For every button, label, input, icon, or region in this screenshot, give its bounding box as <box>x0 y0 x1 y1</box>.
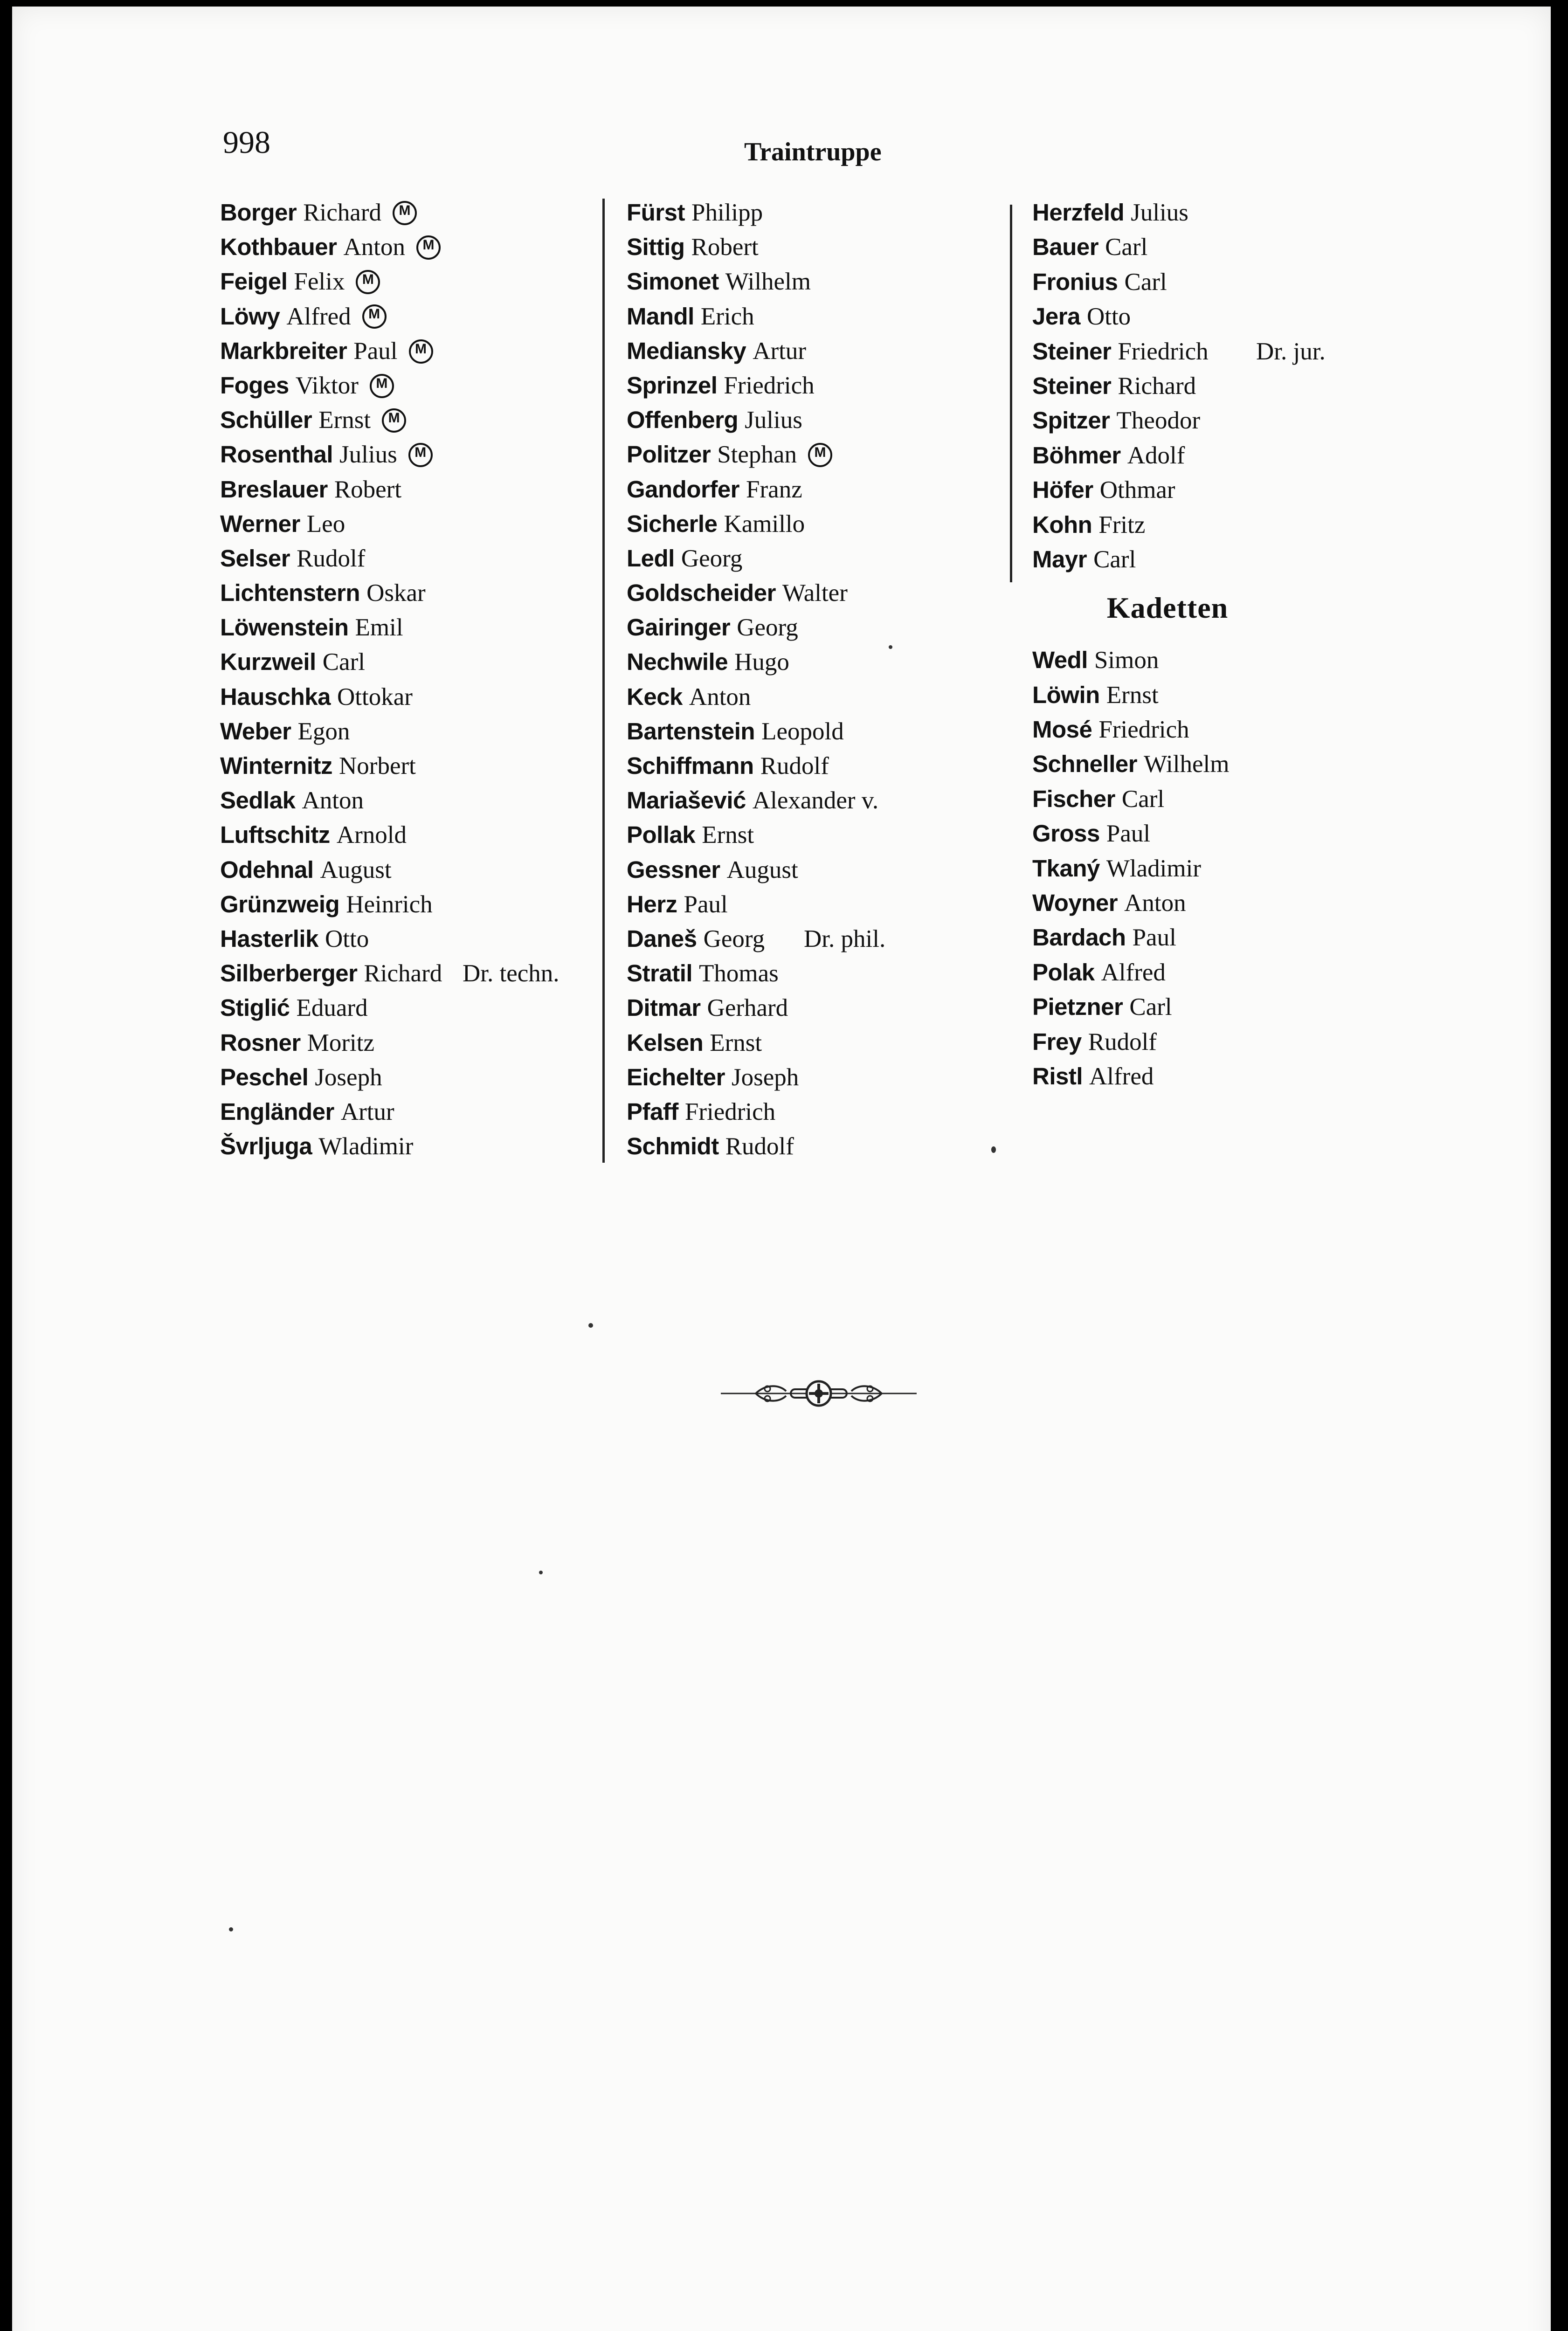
surname: Eichelter <box>627 1063 725 1090</box>
surname: Gross <box>1032 820 1100 847</box>
surname: Herzfeld <box>1032 199 1125 226</box>
circled-m-mark: M <box>370 374 394 398</box>
surname: Wedl <box>1032 647 1088 674</box>
surname: Kothbauer <box>220 234 337 261</box>
name-entry <box>220 368 602 403</box>
name-entry <box>220 1060 602 1095</box>
name-entry <box>627 922 1018 956</box>
surname: Silberberger <box>220 960 358 987</box>
given-name: Anton <box>689 683 751 710</box>
given-name: Richard <box>303 199 381 226</box>
given-name: Paul <box>1106 820 1151 848</box>
given-name: Paul <box>1132 924 1176 952</box>
name-entry <box>627 507 1018 541</box>
surname: Böhmer <box>1032 441 1121 469</box>
given-name: Ernst <box>710 1029 762 1056</box>
name-entry <box>220 956 602 991</box>
name-entry <box>1032 955 1499 990</box>
surname: Hauschka <box>220 683 331 710</box>
name-entry <box>627 576 1018 610</box>
surname: Weber <box>220 717 291 745</box>
name-entry <box>220 541 602 576</box>
name-entry <box>627 956 1018 991</box>
name-entry <box>220 887 602 922</box>
name-entry <box>220 299 602 334</box>
surname: Sprinzel <box>627 372 718 399</box>
name-entry <box>1032 782 1499 816</box>
surname: Löwin <box>1032 681 1100 708</box>
given-name: Robert <box>691 234 759 261</box>
speck <box>889 645 892 649</box>
given-name: Carl <box>1121 785 1165 813</box>
name-entry <box>627 195 1018 230</box>
given-name: Arnold <box>336 821 407 849</box>
name-entry <box>1032 816 1499 851</box>
given-name: Leopold <box>761 717 844 745</box>
given-name: Carl <box>1093 545 1136 573</box>
given-name: Egon <box>297 717 350 745</box>
given-name: Robert <box>334 476 402 503</box>
given-name: Paul <box>684 890 728 918</box>
surname: Hasterlik <box>220 925 318 952</box>
surname: Löwenstein <box>220 614 349 641</box>
academic-title: Dr. phil. <box>804 925 886 952</box>
circled-m-mark: M <box>362 304 387 329</box>
given-name: Norbert <box>339 752 416 779</box>
name-entry <box>1032 643 1499 677</box>
surname: Ditmar <box>627 994 701 1021</box>
surname: Mariašević <box>627 787 746 814</box>
column-divider <box>602 199 605 1163</box>
surname: Breslauer <box>220 476 328 503</box>
given-name: Rudolf <box>760 752 829 779</box>
surname: Fürst <box>627 199 685 226</box>
surname: Rosner <box>220 1029 301 1056</box>
name-entry <box>1032 678 1499 712</box>
given-name: Moritz <box>307 1029 374 1056</box>
given-name: Friedrich <box>724 372 815 399</box>
name-entry <box>627 991 1018 1025</box>
academic-title: Dr. techn. <box>463 960 560 987</box>
name-column-1 <box>220 195 602 1164</box>
given-name: Georg <box>737 614 798 641</box>
surname: Simonet <box>627 268 719 295</box>
speck <box>588 1323 593 1328</box>
given-name: Joseph <box>731 1063 799 1091</box>
given-name: Anton <box>1124 890 1186 917</box>
circled-m-mark: M <box>416 235 441 260</box>
circled-m-mark: M <box>393 201 417 225</box>
surname: Fronius <box>1032 268 1118 295</box>
name-entry <box>627 230 1018 264</box>
given-name: Otto <box>325 925 369 952</box>
name-column-2 <box>627 195 1018 1164</box>
surname: Herz <box>627 890 677 917</box>
given-name: Carl <box>322 648 365 676</box>
surname: Kelsen <box>627 1029 704 1056</box>
name-entry <box>627 472 1018 507</box>
given-name: Walter <box>782 579 848 607</box>
given-name: Julius <box>1131 199 1188 226</box>
name-entry <box>1032 747 1499 781</box>
given-name: Oskar <box>366 579 426 607</box>
given-name: Ernst <box>1106 681 1159 709</box>
circled-m-mark: M <box>356 270 380 294</box>
given-name: Wilhelm <box>1144 751 1230 778</box>
name-entry <box>220 576 602 610</box>
name-entry <box>627 680 1018 714</box>
surname: Švrljuga <box>220 1133 312 1160</box>
surname: Grünzweig <box>220 890 340 917</box>
name-entry <box>627 1026 1018 1060</box>
name-entry <box>1032 438 1499 473</box>
surname: Bauer <box>1032 234 1099 261</box>
given-name: August <box>320 856 392 883</box>
name-entry <box>627 541 1018 576</box>
surname: Steiner <box>1032 372 1112 399</box>
surname: Gessner <box>627 856 720 883</box>
given-name: Anton <box>302 787 364 814</box>
surname: Mosé <box>1032 716 1092 743</box>
name-entry <box>1032 473 1499 507</box>
book-page <box>12 7 1551 2331</box>
name-entry <box>220 1026 602 1060</box>
surname: Sedlak <box>220 787 296 814</box>
given-name: Rudolf <box>725 1133 794 1160</box>
name-entry <box>220 783 602 818</box>
given-name: Emil <box>355 614 403 641</box>
surname: Höfer <box>1032 476 1093 503</box>
name-entry <box>1032 369 1499 403</box>
surname: Gandorfer <box>627 476 740 503</box>
name-entry <box>1032 265 1499 299</box>
name-entry <box>627 714 1018 749</box>
surname: Schneller <box>1032 751 1138 778</box>
speck <box>229 1927 233 1931</box>
name-entry <box>1032 334 1499 369</box>
name-entry <box>627 403 1018 437</box>
surname: Odehnal <box>220 856 314 883</box>
given-name: Alfred <box>1101 959 1166 986</box>
surname: Rosenthal <box>220 441 333 468</box>
circled-m-mark: M <box>409 339 433 364</box>
given-name: Wilhelm <box>725 268 811 296</box>
name-entry <box>627 645 1018 679</box>
name-entry <box>627 437 1018 472</box>
given-name: Georg <box>703 925 765 952</box>
given-name: Friedrich <box>1118 338 1209 365</box>
given-name: Wladimir <box>1106 855 1202 882</box>
given-name: Viktor <box>295 372 359 399</box>
given-name: Philipp <box>691 199 763 226</box>
surname: Politzer <box>627 441 711 468</box>
surname: Frey <box>1032 1028 1082 1055</box>
surname: Ristl <box>1032 1062 1083 1090</box>
given-name: Franz <box>746 476 802 503</box>
name-entry <box>1032 195 1499 230</box>
given-name: Ernst <box>318 407 371 434</box>
surname: Feigel <box>220 268 288 295</box>
given-name: August <box>726 856 798 883</box>
name-entry <box>1032 851 1499 886</box>
page-number: 998 <box>223 124 270 160</box>
name-entry <box>220 922 602 956</box>
surname: Markbreiter <box>220 337 347 364</box>
surname: Steiner <box>1032 338 1112 365</box>
name-entry <box>627 1060 1018 1095</box>
name-entry <box>627 783 1018 818</box>
name-entry <box>220 645 602 679</box>
given-name: Leo <box>306 510 345 538</box>
academic-title: Dr. jur. <box>1256 338 1326 365</box>
given-name: Alexander v. <box>752 787 879 814</box>
name-entry <box>627 818 1018 852</box>
surname: Fischer <box>1032 785 1115 812</box>
given-name: Paul <box>353 337 398 365</box>
name-entry <box>220 264 602 299</box>
given-name: Othmar <box>1099 476 1175 504</box>
name-entry <box>220 230 602 264</box>
surname: Löwy <box>220 303 280 330</box>
given-name: Hugo <box>734 648 789 676</box>
given-name: Artur <box>753 337 807 365</box>
name-entry <box>1032 1025 1499 1059</box>
name-entry <box>220 714 602 749</box>
name-entry <box>220 853 602 887</box>
surname: Bartenstein <box>627 717 755 745</box>
name-entry <box>627 368 1018 403</box>
surname: Borger <box>220 199 297 226</box>
given-name: Felix <box>294 268 345 296</box>
given-name: Richard <box>364 960 442 987</box>
surname: Pollak <box>627 821 696 848</box>
surname: Mandl <box>627 303 694 330</box>
given-name: Gerhard <box>707 994 788 1022</box>
name-entry <box>220 680 602 714</box>
surname: Pfaff <box>627 1098 678 1125</box>
name-column-3 <box>1032 195 1499 1094</box>
surname: Jera <box>1032 303 1080 330</box>
surname: Polak <box>1032 959 1095 986</box>
surname: Mediansky <box>627 337 746 364</box>
surname: Werner <box>220 510 300 537</box>
surname: Tkaný <box>1032 855 1100 882</box>
given-name: Alfred <box>1089 1062 1154 1090</box>
surname: Peschel <box>220 1063 309 1090</box>
given-name: Erich <box>700 303 754 330</box>
name-entry <box>1032 542 1499 577</box>
name-entry <box>220 334 602 368</box>
given-name: Simon <box>1094 647 1159 674</box>
given-name: Julius <box>339 441 397 469</box>
surname: Bardach <box>1032 924 1126 951</box>
name-entry <box>627 749 1018 783</box>
name-entry <box>220 1095 602 1129</box>
name-entry <box>627 853 1018 887</box>
given-name: Thomas <box>699 960 779 987</box>
name-entry <box>1032 299 1499 334</box>
surname: Daneš <box>627 925 697 952</box>
given-name: Georg <box>681 545 743 572</box>
circled-m-mark: M <box>382 408 406 433</box>
given-name: Heinrich <box>346 890 433 918</box>
surname: Woyner <box>1032 890 1118 917</box>
given-name: Theodor <box>1116 407 1201 434</box>
surname: Selser <box>220 545 290 572</box>
given-name: Kamillo <box>724 510 805 538</box>
surname: Spitzer <box>1032 407 1110 434</box>
given-name: Carl <box>1105 234 1148 261</box>
given-name: Otto <box>1086 303 1131 331</box>
surname: Schiffmann <box>627 752 754 779</box>
running-head: Traintruppe <box>744 138 882 166</box>
surname: Foges <box>220 372 289 399</box>
surname: Gairinger <box>627 614 731 641</box>
name-entry <box>220 437 602 472</box>
given-name: Fritz <box>1098 511 1146 538</box>
surname: Engländer <box>220 1098 334 1125</box>
surname: Keck <box>627 683 683 710</box>
name-entry <box>220 403 602 437</box>
given-name: Rudolf <box>297 545 366 572</box>
name-entry <box>220 1129 602 1164</box>
ornament-divider <box>721 1377 917 1410</box>
section-heading: Kadetten <box>1106 591 1229 625</box>
surname: Ledl <box>627 545 675 572</box>
speck <box>991 1146 996 1153</box>
given-name: Stephan <box>717 441 797 469</box>
given-name: Ottokar <box>337 683 413 710</box>
name-entry <box>220 610 602 645</box>
name-entry <box>1032 990 1499 1024</box>
surname: Schmidt <box>627 1133 719 1160</box>
surname: Offenberg <box>627 407 739 434</box>
name-entry <box>627 887 1018 922</box>
surname: Pietzner <box>1032 993 1123 1021</box>
surname: Goldscheider <box>627 579 776 607</box>
surname: Mayr <box>1032 545 1087 572</box>
name-entry <box>220 749 602 783</box>
name-entry <box>1032 403 1499 438</box>
surname: Sittig <box>627 234 685 261</box>
name-entry <box>1032 230 1499 264</box>
name-entry <box>627 610 1018 645</box>
surname: Nechwile <box>627 648 728 676</box>
given-name: Richard <box>1118 372 1196 400</box>
given-name: Friedrich <box>1098 716 1189 744</box>
given-name: Carl <box>1124 268 1167 296</box>
name-entry <box>627 299 1018 334</box>
name-entry <box>627 1129 1018 1164</box>
circled-m-mark: M <box>408 443 433 467</box>
given-name: Friedrich <box>684 1098 776 1125</box>
column-divider <box>1010 205 1012 582</box>
given-name: Alfred <box>286 303 351 330</box>
given-name: Joseph <box>315 1063 382 1091</box>
surname: Sicherle <box>627 510 718 537</box>
surname: Stiglić <box>220 994 290 1021</box>
given-name: Julius <box>745 407 802 434</box>
name-entry <box>220 472 602 507</box>
name-entry <box>220 507 602 541</box>
surname: Schüller <box>220 407 312 434</box>
circled-m-mark: M <box>808 443 832 467</box>
given-name: Artur <box>340 1098 394 1125</box>
name-entry <box>627 1095 1018 1129</box>
surname: Luftschitz <box>220 821 330 848</box>
given-name: Anton <box>343 234 405 261</box>
given-name: Eduard <box>296 994 368 1022</box>
given-name: Adolf <box>1127 441 1185 469</box>
surname: Kurzweil <box>220 648 316 676</box>
name-entry <box>220 818 602 852</box>
name-entry <box>220 991 602 1025</box>
surname: Stratil <box>627 960 693 987</box>
name-entry <box>627 334 1018 368</box>
name-entry <box>1032 508 1499 542</box>
surname: Kohn <box>1032 511 1092 538</box>
given-name: Carl <box>1129 993 1172 1021</box>
name-entry <box>1032 886 1499 920</box>
speck <box>539 1571 543 1574</box>
name-entry <box>1032 920 1499 955</box>
given-name: Ernst <box>702 821 754 849</box>
surname: Lichtenstern <box>220 579 360 607</box>
name-entry <box>1032 1059 1499 1094</box>
name-entry <box>220 195 602 230</box>
name-entry <box>1032 712 1499 747</box>
surname: Winternitz <box>220 752 333 779</box>
name-entry <box>627 264 1018 299</box>
given-name: Rudolf <box>1088 1028 1157 1055</box>
given-name: Wladimir <box>318 1133 414 1160</box>
